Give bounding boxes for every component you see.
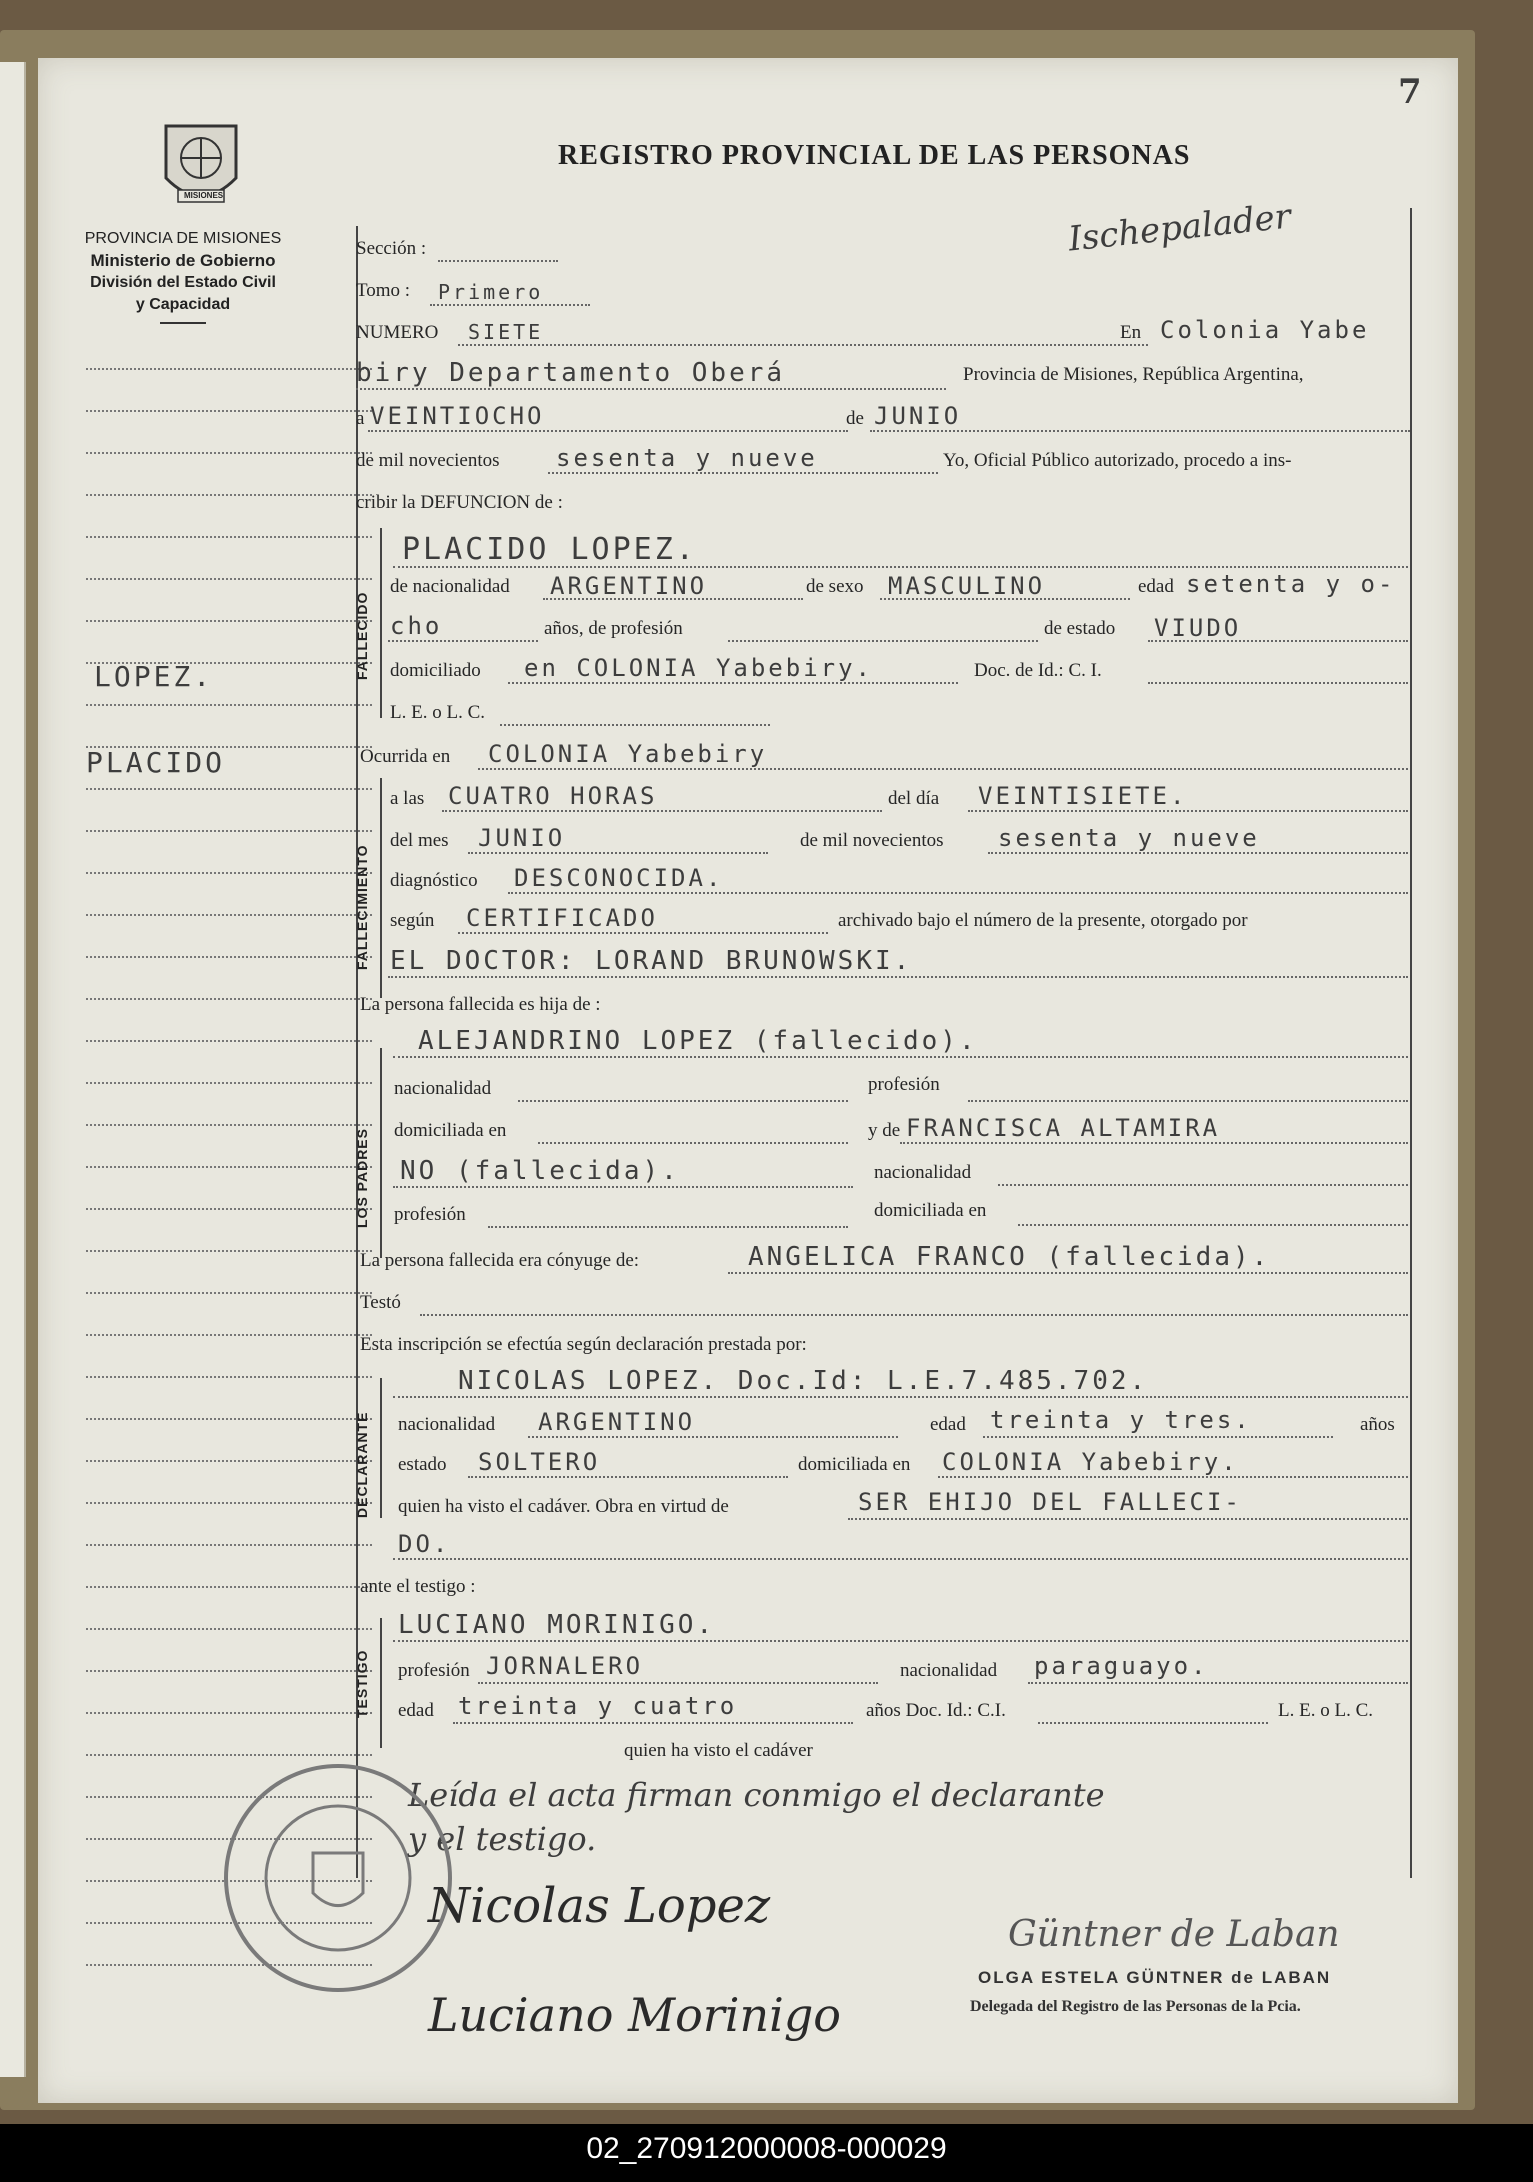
official-stamp <box>218 1758 458 2003</box>
fallecido-edad: setenta y o- <box>1186 570 1396 598</box>
segun-label: según <box>390 910 435 931</box>
register-page <box>38 58 1458 2103</box>
signature-officer: Güntner de Laban <box>1008 1914 1340 1955</box>
ministry-name: Ministerio de Gobierno <box>90 251 276 270</box>
padre-domiciliada-label: domiciliada en <box>394 1120 507 1141</box>
declarante-motivo-continued: DO. <box>398 1530 451 1558</box>
fallecido-edad-label: edad <box>1138 576 1174 597</box>
form-right-rule <box>1410 208 1412 1878</box>
mes-label: del mes <box>390 830 449 851</box>
declarante-domiciliada-label: domiciliada en <box>798 1454 911 1475</box>
officer-name: OLGA ESTELA GÜNTNER de LABAN <box>978 1968 1332 1987</box>
provincial-seal <box>156 118 246 219</box>
province-name: PROVINCIA DE MISIONES <box>84 230 282 247</box>
a-label: a <box>356 408 365 429</box>
fallecido-nacionalidad-label: de nacionalidad <box>390 576 510 597</box>
oficial-text: Yo, Oficial Público autorizado, procedo a ins- <box>943 450 1292 471</box>
declarante-motivo: SER EHIJO DEL FALLECI- <box>858 1488 1242 1516</box>
mil-label: de mil novecientos <box>356 450 500 471</box>
signature-testigo: Luciano Morinigo <box>428 1988 841 2042</box>
madre-profesion-label: profesión <box>394 1204 466 1225</box>
anio-label: de mil novecientos <box>800 830 944 851</box>
testigo-le-label: L. E. o L. C. <box>1278 1700 1373 1721</box>
tomo-value: Primero <box>438 280 544 304</box>
year-value: sesenta y nueve <box>556 444 818 472</box>
numero-value: SIETE <box>468 320 544 344</box>
testigo-edad-label: edad <box>398 1700 434 1721</box>
margin-given-name: PLACIDO <box>86 746 226 779</box>
testigo-edad: treinta y cuatro <box>458 1692 738 1720</box>
y-de-label: y de <box>868 1120 901 1141</box>
month-value: JUNIO <box>874 402 962 430</box>
provincia-text: Provincia de Misiones, República Argentina, <box>963 364 1304 385</box>
fallecido-doc-label: Doc. de Id.: C. I. <box>974 660 1102 681</box>
seal-label: MISIONES <box>184 191 224 200</box>
segun-value: CERTIFICADO <box>466 904 658 932</box>
fallecido-le-label: L. E. o L. C. <box>390 702 485 723</box>
en-value: Colonia Yabe <box>1160 316 1370 344</box>
seccion-label: Sección : <box>356 238 427 259</box>
testigo-ante-label: ante el testigo : <box>360 1576 476 1597</box>
de-label: de <box>846 408 864 429</box>
left-page-edge <box>0 62 26 2077</box>
fallecido-domicilio: en COLONIA Yabebiry. <box>524 654 873 682</box>
madre-name: FRANCISCA ALTAMIRA <box>906 1114 1221 1142</box>
conyuge-label: La persona fallecida era cónyuge de: <box>360 1250 640 1271</box>
side-label-fallecimiento: FALLECIMIENTO <box>354 844 370 970</box>
hija-label: La persona fallecida es hija de : <box>360 994 601 1015</box>
doctor-value: EL DOCTOR: LORAND BRUNOWSKI. <box>390 946 913 976</box>
testigo-profesion: JORNALERO <box>486 1652 644 1680</box>
fallecido-estado-label: de estado <box>1044 618 1116 639</box>
testigo-name: LUCIANO MORINIGO. <box>398 1610 716 1640</box>
signature-top: Ischepalader <box>1066 196 1293 260</box>
padre-profesion-label: profesión <box>868 1074 940 1095</box>
diagnostico-label: diagnóstico <box>390 870 478 891</box>
filename-label: 02_270912000008-000029 <box>586 2132 947 2165</box>
declarante-edad: treinta y tres. <box>990 1406 1252 1434</box>
fallecido-sexo: MASCULINO <box>888 572 1046 600</box>
tomo-label: Tomo : <box>356 280 411 301</box>
declarante-visto-text: quien ha visto el cadáver. Obra en virtud de <box>398 1496 729 1517</box>
anio-value: sesenta y nueve <box>998 824 1260 852</box>
fallecido-edad-continued: cho <box>390 612 443 640</box>
side-label-declarante: DECLARANTE <box>354 1411 370 1518</box>
form-left-rule <box>356 226 358 1878</box>
en-value-continued: biry Departamento Oberá <box>356 358 786 388</box>
padre-name: ALEJANDRINO LOPEZ (fallecido). <box>418 1026 978 1056</box>
madre-name-continued: NO (fallecida). <box>400 1156 680 1186</box>
inscribir-text: cribir la DEFUNCION de : <box>356 492 563 513</box>
mes-value: JUNIO <box>478 824 566 852</box>
testigo-profesion-label: profesión <box>398 1660 470 1681</box>
side-label-padres: LOS PADRES <box>354 1128 370 1228</box>
archivado-text: archivado bajo el número de la presente, otorgado por <box>838 910 1248 931</box>
dia-label: del día <box>888 788 940 809</box>
declarante-anios-label: años <box>1360 1414 1395 1435</box>
fallecido-profesion-label: años, de profesión <box>544 618 683 639</box>
signature-declarante: Nicolas Lopez <box>428 1878 771 1934</box>
division-name: División del Estado Civil <box>90 274 276 291</box>
madre-domiciliada-label: domiciliada en <box>874 1200 987 1221</box>
officer-title: Delegada del Registro de las Personas de la Pcia. <box>970 1998 1301 2015</box>
madre-nacionalidad-label: nacionalidad <box>874 1162 972 1183</box>
fallecido-estado: VIUDO <box>1154 614 1242 642</box>
register-title: REGISTRO PROVINCIAL DE LAS PERSONAS <box>558 140 1191 171</box>
side-label-fallecido: FALLECIDO <box>354 591 370 680</box>
padre-nacionalidad-label: nacionalidad <box>394 1078 492 1099</box>
testigo-nacionalidad-label: nacionalidad <box>900 1660 998 1681</box>
closing-text: Leída el acta firman conmigo el declarante <box>408 1776 1105 1814</box>
declarante-domicilio: COLONIA Yabebiry. <box>942 1448 1239 1476</box>
side-label-testigo: TESTIGO <box>354 1649 370 1718</box>
declarante-estado-label: estado <box>398 1454 447 1475</box>
en-label: En <box>1120 322 1142 343</box>
capacity-name: y Capacidad <box>135 296 231 313</box>
fallecido-domiciliado-label: domiciliado <box>390 660 481 681</box>
declarante-nacionalidad: ARGENTINO <box>538 1408 696 1436</box>
day-value: VEINTIOCHO <box>370 402 545 430</box>
testigo-visto-text: quien ha visto el cadáver <box>624 1740 813 1761</box>
testigo-nacionalidad: paraguayo. <box>1034 1652 1209 1680</box>
testigo-anios-doc-label: años Doc. Id.: C.I. <box>866 1700 1006 1721</box>
hora-label: a las <box>390 788 425 809</box>
declarante-name: NICOLAS LOPEZ. Doc.Id: L.E.7.485.702. <box>458 1366 1149 1396</box>
filename-bar <box>0 2124 1533 2182</box>
ocurrida-lugar: COLONIA Yabebiry <box>488 740 768 768</box>
hora-value: CUATRO HORAS <box>448 782 658 810</box>
fallecido-nacionalidad: ARGENTINO <box>550 572 708 600</box>
numero-label: NUMERO <box>356 322 439 343</box>
closing-text-continued: y el testigo. <box>408 1820 597 1858</box>
declarante-nacionalidad-label: nacionalidad <box>398 1414 496 1435</box>
fallecido-sexo-label: de sexo <box>806 576 864 597</box>
dia-value: VEINTISIETE. <box>978 782 1188 810</box>
declarante-intro: Esta inscripción se efectúa según declaración prestada por: <box>360 1334 807 1355</box>
declarante-estado: SOLTERO <box>478 1448 601 1476</box>
testo-label: Testó <box>360 1292 401 1313</box>
diagnostico-value: DESCONOCIDA. <box>514 864 724 892</box>
page-number: 7 <box>1398 72 1422 112</box>
ocurrida-label: Ocurrida en <box>360 746 451 767</box>
conyuge-value: ANGELICA FRANCO (fallecida). <box>748 1242 1271 1272</box>
declarante-edad-label: edad <box>930 1414 966 1435</box>
margin-surname: LOPEZ. <box>94 660 214 693</box>
fallecido-name: PLACIDO LOPEZ. <box>402 532 697 567</box>
issuer-block <box>58 228 308 324</box>
